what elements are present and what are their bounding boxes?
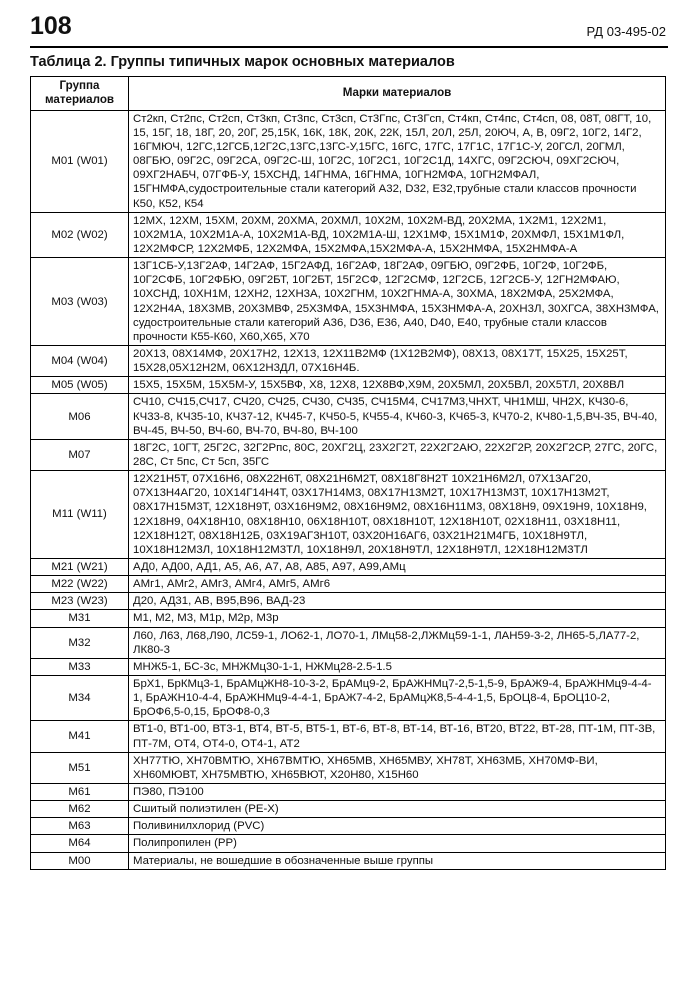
table-row: [31, 721, 666, 752]
table-row: [31, 675, 666, 720]
table-row: [31, 852, 666, 869]
material-grades-cell: Материалы, не вошедшие в обозначенные выше группы: [129, 852, 666, 869]
material-grades-cell: Ст2кп, Ст2пс, Ст2сп, Ст3кп, Ст3пс, Ст3сп, Ст3Гпс, Ст3Гсп, Ст4кп, Ст4пс, Ст4сп, 08, 08Т, 08ГТ, 10, 15, 15Г, 18, 18Г, 20, 20Г, 25,15К, 16К, 18К, 20К, 22К, 15Л, 20Л, 25Л, 20ЮЧ, А, В, 09Г2, 10Г2, 14Г2, 16ГМЮЧ, 12ГС,12ГСБ,12Г2С,13ГС,13ГС-У,15ГС, 16ГС, 17ГС, 17Г1С, 17Г1С-У, 20ГСЛ, 20ГМЛ, 08ГБЮ, 09Г2С, 09Г2СА, 09Г2С-Ш, 10Г2С, 10Г2С1, 10Г2С1Д, 14ХГС, 09Г2СЮЧ, 09ХГ2СЮЧ, 09ХГ2НАБЧ, 07ГФБ-У, 15ХСНД, 14ГНМА, 16ГНМА, 10ГН2МФА, 10ГН2МФАЛ, 15ГНМФА,судостроительные стали категорий А32, D32, E32,трубные стали классов прочности К50, К52, К54: [129, 110, 666, 212]
material-grades-cell: Полипропилен (РР): [129, 835, 666, 852]
material-group-cell: М22 (W22): [31, 576, 129, 593]
material-grades-cell: 12МХ, 12ХМ, 15ХМ, 20ХМ, 20ХМА, 20ХМЛ, 10Х2М, 10Х2М-ВД, 20Х2МА, 1Х2М1, 12Х2М1, 10Х2М1А, 10Х2М1А-А, 10Х2М1А-ВД, 10Х2М1А-Ш, 12Х1МФ, 15Х1М1Ф, 20ХМФЛ, 15Х1М1ФЛ, 12Х2МФСР, 12Х2МФБ, 12Х2МФА, 15Х2МФА,15Х2МФА-А, 15Х2НМФА, 15Х2НМФА-А: [129, 212, 666, 257]
material-group-cell: М04 (W04): [31, 346, 129, 377]
material-grades-cell: Поливинилхлорид (PVC): [129, 818, 666, 835]
material-grades-cell: МНЖ5-1, БС-3с, МНЖМц30-1-1, НЖМц28-2.5-1.5: [129, 658, 666, 675]
column-header-group: Группа материалов: [31, 77, 129, 111]
material-grades-cell: М1, М2, М3, М1р, М2р, М3р: [129, 610, 666, 627]
table-row: [31, 258, 666, 346]
table-row: [31, 818, 666, 835]
material-grades-cell: 15Х5, 15Х5М, 15Х5М-У, 15Х5ВФ, Х8, 12Х8, 12Х8ВФ,Х9М, 20Х5МЛ, 20Х5ВЛ, 20Х5ТЛ, 20Х8ВЛ: [129, 377, 666, 394]
table-header-row: [31, 77, 666, 111]
material-group-cell: М06: [31, 394, 129, 439]
table-row: [31, 394, 666, 439]
material-group-cell: М62: [31, 801, 129, 818]
page-number: 108: [30, 12, 72, 40]
material-group-cell: М11 (W11): [31, 471, 129, 559]
material-grades-cell: АМг1, АМг2, АМг3, АМг4, АМг5, АМг6: [129, 576, 666, 593]
material-grades-cell: Д20, АД31, АВ, В95,В96, ВАД-23: [129, 593, 666, 610]
material-group-cell: М61: [31, 783, 129, 800]
table-row: [31, 471, 666, 559]
document-code: РД 03-495-02: [586, 24, 666, 39]
table-row: [31, 835, 666, 852]
table-row: [31, 212, 666, 257]
material-grades-cell: ХН77ТЮ, ХН70ВМТЮ, ХН67ВМТЮ, ХН65МВ, ХН65МВУ, ХН78Т, ХН63МБ, ХН70МФ-ВИ, ХН60МЮВТ, ХН75МВТЮ, ХН65ВЮТ, Х20Н80, Х15Н60: [129, 752, 666, 783]
material-grades-cell: 13Г1СБ-У,13Г2АФ, 14Г2АФ, 15Г2АФД, 16Г2АФ, 18Г2АФ, 09ГБЮ, 09Г2ФБ, 10Г2Ф, 10Г2ФБ, 10Г2СФБ, 10Г2ФБЮ, 09Г2БТ, 10Г2БТ, 15Г2СФ, 12Г2СМФ, 12Г2СБ, 12Г2СБ-У, 12ГН2МФАЮ, 10ХСНД, 10ХН1М, 12ХН2, 12ХН3А, 10Х2ГНМ, 10Х2ГНМА-А, 30ХМА, 18Х2МФА, 25Х2МФА, 12Х2Н4А, 18Х3МВ, 20Х3МВФ, 25Х3МФА, 15Х3НМФА, 15Х3НМФА-А, 20ХН3Л, 30ХГСА, 38ХН3МФА, судостроительные стали категорий А36, D36, E36, А40, D40, E40, трубные стали классов прочности К55-К60, Х60,Х65, Х70: [129, 258, 666, 346]
table-row: [31, 627, 666, 658]
table-row: [31, 610, 666, 627]
material-grades-cell: ВТ1-0, ВТ1-00, ВТ3-1, ВТ4, ВТ-5, ВТ5-1, ВТ-6, ВТ-8, ВТ-14, ВТ-16, ВТ20, ВТ22, ВТ-28, ПТ-1М, ПТ-3В, ПТ-7М, ОТ4, ОТ4-0, ОТ4-1, АТ2: [129, 721, 666, 752]
material-group-cell: М07: [31, 439, 129, 470]
material-group-cell: М03 (W03): [31, 258, 129, 346]
material-grades-cell: СЧ10, СЧ15,СЧ17, СЧ20, СЧ25, СЧ30, СЧ35, СЧ15М4, СЧ17М3,ЧНХТ, ЧН1МШ, ЧН2Х, КЧ30-6, КЧ33-8, КЧ35-10, КЧ37-12, КЧ45-7, КЧ50-5, КЧ55-4, КЧ60-3, КЧ65-3, КЧ70-2, КЧ80-1,5,ВЧ-35, ВЧ-40, ВЧ-45, ВЧ-50, ВЧ-60, ВЧ-70, ВЧ-80, ВЧ-100: [129, 394, 666, 439]
material-grades-cell: 18Г2С, 10ГТ, 25Г2С, 32Г2Рпс, 80С, 20ХГ2Ц, 23Х2Г2Т, 22Х2Г2АЮ, 22Х2Г2Р, 20Х2Г2СР, 27ГС, 20ГС, 28С, Ст 5пс, Ст 5сп, 35ГС: [129, 439, 666, 470]
material-group-cell: М00: [31, 852, 129, 869]
table-row: [31, 783, 666, 800]
material-grades-cell: Сшитый полиэтилен (PE-X): [129, 801, 666, 818]
material-group-cell: М33: [31, 658, 129, 675]
material-grades-cell: Л60, Л63, Л68,Л90, ЛС59-1, ЛО62-1, ЛО70-1, ЛМц58-2,ЛЖМц59-1-1, ЛАН59-3-2, ЛН65-5,ЛА77-2, ЛК80-3: [129, 627, 666, 658]
material-grades-cell: БрХ1, БрКМц3-1, БрАМцЖН8-10-3-2, БрАМц9-2, БрАЖНМц7-2,5-1,5-9, БрАЖ9-4, БрАЖНМц9-4-4-1, БрАЖН10-4-4, БрАЖНМц9-4-4-1, БрАЖ7-4-2, БрАМцЖ8,5-4-4-1,5, БрОЦ8-4, БрОЦ10-2, БрОФ6,5-0,15, БрОФ8-0,3: [129, 675, 666, 720]
material-group-cell: М02 (W02): [31, 212, 129, 257]
table-row: [31, 110, 666, 212]
table-row: [31, 439, 666, 470]
material-group-cell: М32: [31, 627, 129, 658]
table-row: [31, 752, 666, 783]
material-group-cell: М51: [31, 752, 129, 783]
material-grades-cell: 12Х21Н5Т, 07Х16Н6, 08Х22Н6Т, 08Х21Н6М2Т, 08Х18Г8Н2Т 10Х21Н6М2Л, 07Х13АГ20, 07Х13Н4АГ20, 10Х14Г14Н4Т, 03Х17Н14М3, 08Х17Н13М2Т, 10Х17Н13М3Т, 10Х17Н13М2Т, 08Х17Н15М3Т, 12Х18Н9Т, 03Х16Н9М2, 08Х16Н9М2, 08Х16Н11М3, 08Х18Н9, 09Х19Н9, 10Х18Н9, 12Х18Н9, 04Х18Н10, 08Х18Н10, 06Х18Н10Т, 08Х18Н10Т, 12Х18Н10Т, 02Х18Н11, 03Х18Н11, 12Х18Н12Т, 08Х18Н12Б, 03Х19АГ3Н10Т, 03Х20Н16АГ6, 03Х21Н21М4ГБ, 10Х18Н9ТЛ, 10Х18Н12М3Л, 10Х18Н12М3ТЛ, 10Х18Н9Л, 20Х18Н9ТЛ, 12Х18Н9ТЛ, 12Х18Н12М3ТЛ: [129, 471, 666, 559]
material-group-cell: М23 (W23): [31, 593, 129, 610]
material-group-cell: М31: [31, 610, 129, 627]
material-group-cell: М34: [31, 675, 129, 720]
table-row: [31, 558, 666, 575]
material-group-cell: М21 (W21): [31, 558, 129, 575]
material-grades-cell: 20Х13, 08Х14МФ, 20Х17Н2, 12Х13, 12Х11В2МФ (1Х12В2МФ), 08Х13, 08Х17Т, 15Х25, 15Х25Т, 15Х28,05Х12Н2М, 06Х12Н3ДЛ, 07Х16Н4Б.: [129, 346, 666, 377]
table-row: [31, 593, 666, 610]
column-header-materials: Марки материалов: [129, 77, 666, 111]
material-group-cell: М01 (W01): [31, 110, 129, 212]
table-title: Таблица 2. Группы типичных марок основных материалов: [30, 54, 455, 70]
material-group-cell: М63: [31, 818, 129, 835]
material-group-cell: М64: [31, 835, 129, 852]
table-row: [31, 658, 666, 675]
table-row: [31, 377, 666, 394]
table-row: [31, 346, 666, 377]
header-rule: [30, 46, 668, 48]
material-grades-cell: АД0, АД00, АД1, А5, А6, А7, А8, А85, А97, А99,АМц: [129, 558, 666, 575]
table-row: [31, 576, 666, 593]
material-group-cell: М05 (W05): [31, 377, 129, 394]
materials-table: [30, 76, 666, 870]
material-grades-cell: ПЭ80, ПЭ100: [129, 783, 666, 800]
material-group-cell: М41: [31, 721, 129, 752]
table-row: [31, 801, 666, 818]
